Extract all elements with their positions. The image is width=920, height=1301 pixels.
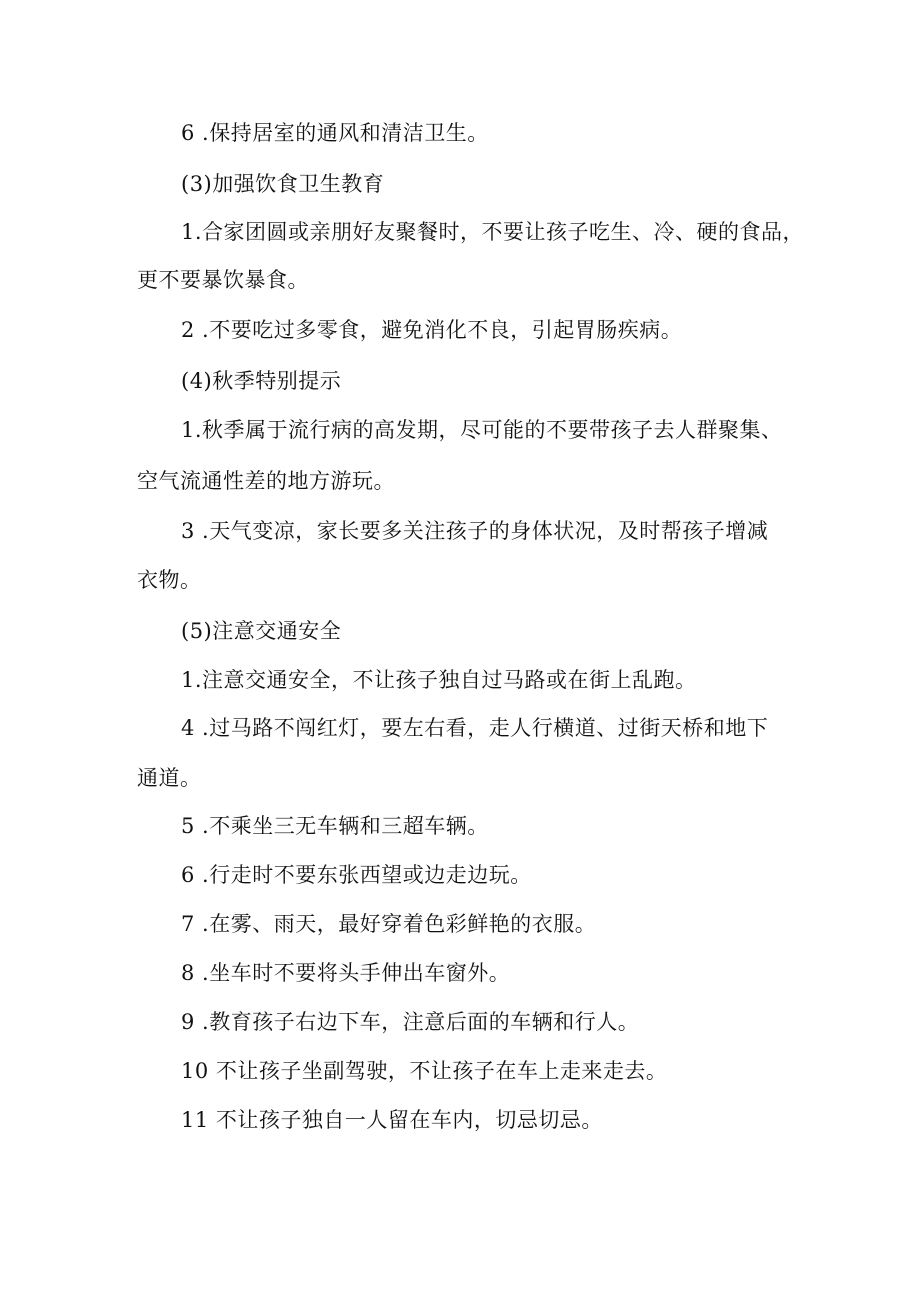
item-11-alone-in-car: 11 不让孩子独自一人留在车内，切忌切忌。	[181, 1108, 603, 1132]
item-8-window: 8 .坐车时不要将头手伸出车窗外。	[181, 961, 511, 985]
item-1-autumn-line1: 1.秋季属于流行病的高发期，尽可能的不要带孩子去人群聚集、	[181, 418, 783, 442]
item-1-diet-line2: 更不要暴饮暴食。	[137, 268, 309, 292]
section-heading-5: (5)注意交通安全	[181, 619, 342, 643]
item-3-weather-line1: 3 .天气变凉，家长要多关注孩子的身体状况，及时帮孩子增减	[181, 519, 769, 543]
item-2-snacks: 2 .不要吃过多零食，避免消化不良，引起胃肠疾病。	[181, 318, 683, 342]
item-4-crossing-line1: 4 .过马路不闯红灯，要左右看，走人行横道、过街天桥和地下	[181, 716, 769, 740]
item-6-ventilation: 6 .保持居室的通风和清洁卫生。	[181, 121, 489, 145]
item-10-front-seat: 10 不让孩子坐副驾驶，不让孩子在车上走来走去。	[181, 1059, 668, 1083]
item-5-vehicles: 5 .不乘坐三无车辆和三超车辆。	[181, 814, 489, 838]
item-9-exit-right: 9 .教育孩子右边下车，注意后面的车辆和行人。	[181, 1010, 640, 1034]
item-1-autumn-line2: 空气流通性差的地方游玩。	[137, 469, 395, 493]
item-6-walking: 6 .行走时不要东张西望或边走边玩。	[181, 863, 532, 887]
section-heading-3: (3)加强饮食卫生教育	[181, 172, 385, 196]
item-1-traffic: 1.注意交通安全，不让孩子独自过马路或在街上乱跑。	[181, 668, 697, 692]
item-3-weather-line2: 衣物。	[137, 568, 202, 592]
item-1-diet-line1: 1.合家团圆或亲朋好友聚餐时，不要让孩子吃生、冷、硬的食品，	[181, 220, 805, 244]
item-4-crossing-line2: 通道。	[137, 766, 202, 790]
item-7-clothing: 7 .在雾、雨天，最好穿着色彩鲜艳的衣服。	[181, 912, 597, 936]
section-heading-4: (4)秋季特别提示	[181, 369, 342, 393]
